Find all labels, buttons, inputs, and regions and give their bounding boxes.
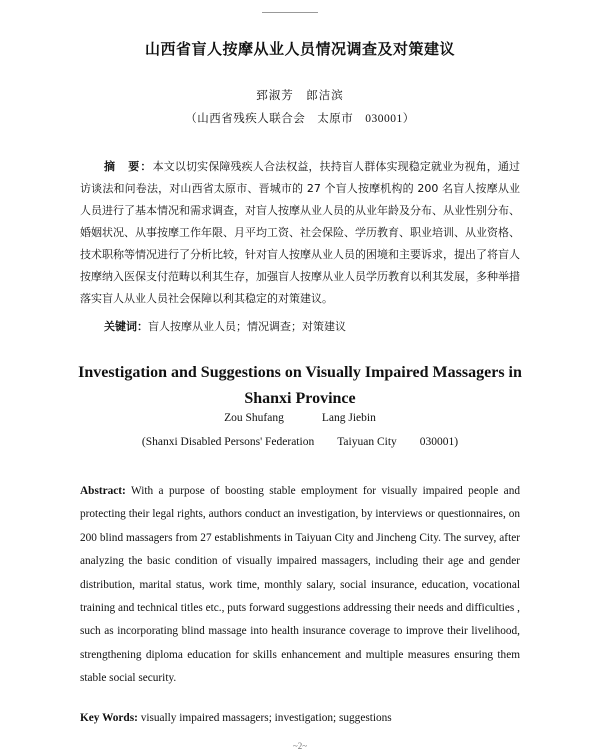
chinese-abstract-text: 本文以切实保障残疾人合法权益，扶持盲人群体实现稳定就业为视角，通过访谈法和问卷法，对山西省太原市、晋城市的 27 个盲人按摩机构的 200 名盲人按摩从业人员进行了基本情况和需求调查，对盲人按摩从业人员的从业年龄及分布、从业性别分布、婚姻状况、从事按摩工作年限、月平均工资、社会保险、学历教育、职业培训、从业资格、技术职称等情况进行了分析比较，针对盲人按摩从业人员的困境和主要诉求，提出了将盲人按摩纳入医保支付范畴以利其生存，加强盲人按摩从业人员学历教育以利其发展，多种举措落实盲人从业人员社会保障以利其稳定的对策建议。 xyxy=(80,160,521,305)
english-author-2: Lang Jiebin xyxy=(321,412,376,424)
chinese-abstract-label: 摘 要： xyxy=(104,160,153,173)
english-affiliation: (Shanxi Disabled Persons' Federation Taiyuan City 030001) xyxy=(141,436,459,448)
english-abstract-text: With a purpose of boosting stable employment for visually impaired people and protecting their legal rights, authors conduct an investigation, by interviews or questionnaires, on 200 blind massagers from 27 establishments in Taiyuan City and Jincheng City. The survey, after analyzing the basic condition of visually impaired massagers, including their age and gender distribution, marital status, work time, monthly salary, social insurance, education, vocational training and technical titles etc., puts forward suggestions addressing their needs and difficulties , such as incorporating blind massage into health insurance coverage to improve their livelihood, strengthening diploma education for skills enhancement and multiple measures ensuring them stable social security. xyxy=(80,485,520,685)
page-number: ~2~ xyxy=(292,741,308,751)
chinese-title: 山西省盲人按摩从业人员情况调查及对策建议 xyxy=(144,40,455,58)
chinese-affiliation: （山西省残疾人联合会 太原市 030001） xyxy=(185,113,415,125)
chinese-keywords-text: 盲人按摩从业人员；情况调查；对策建议 xyxy=(148,320,346,333)
english-abstract-label: Abstract: xyxy=(80,485,126,497)
english-title: Investigation and Suggestions on Visually Impaired Massagers in Shanxi Province xyxy=(78,364,522,407)
english-authors xyxy=(0,412,600,424)
english-keywords xyxy=(80,712,392,724)
chinese-abstract xyxy=(80,156,520,310)
english-author-1: Zou Shufang xyxy=(224,412,284,424)
english-keywords-label: Key Words: xyxy=(80,712,138,724)
chinese-keywords xyxy=(104,318,346,334)
english-keywords-text: visually impaired massagers; investigation; suggestions xyxy=(140,712,392,724)
header-rule xyxy=(262,12,318,13)
chinese-keywords-label: 关键词： xyxy=(104,320,148,333)
english-abstract xyxy=(80,480,520,691)
chinese-authors: 郅淑芳 郎洁滨 xyxy=(256,90,344,102)
